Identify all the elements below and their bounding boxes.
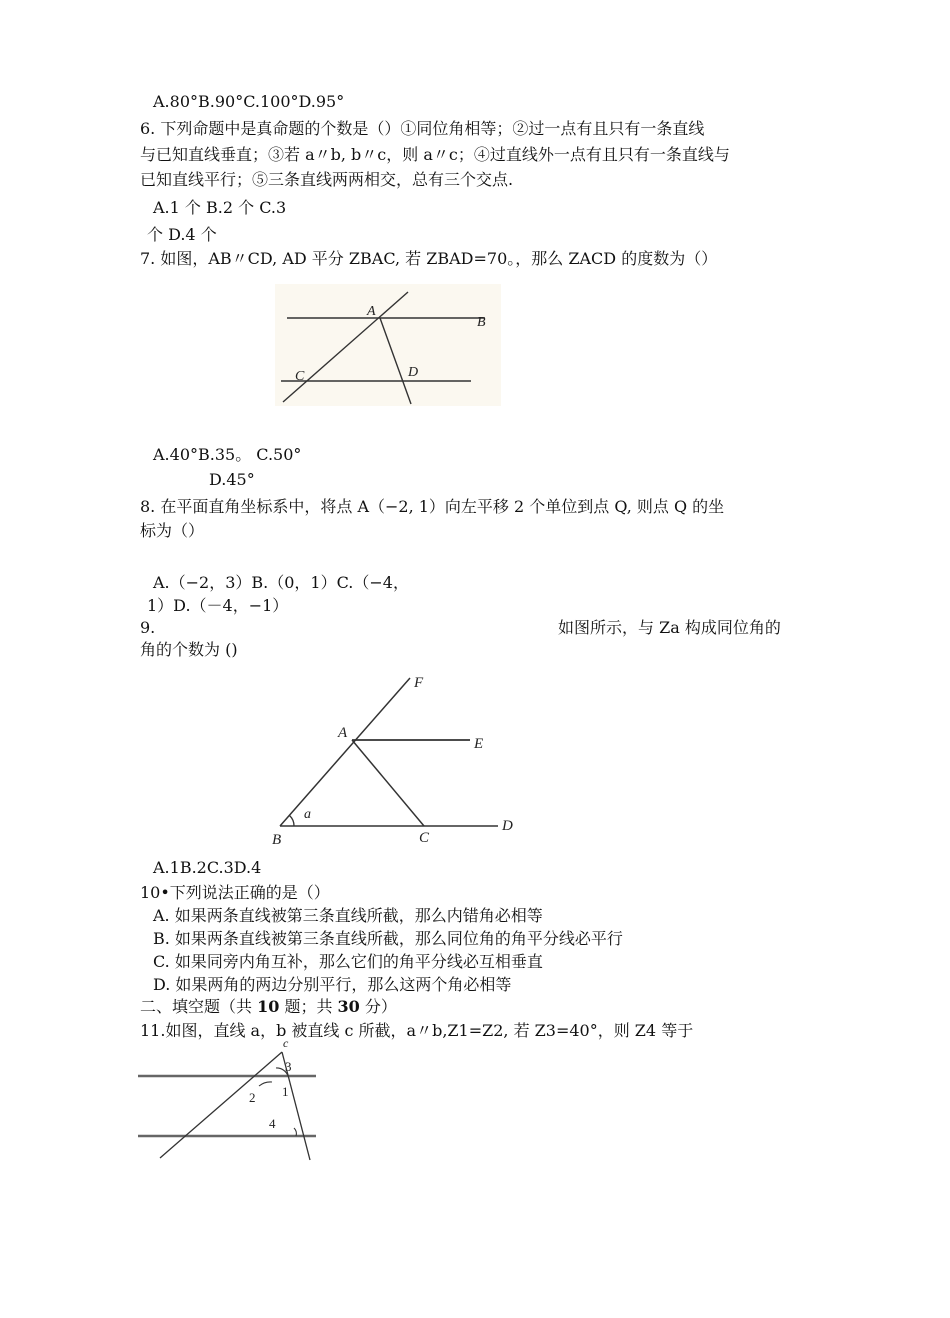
q7-figure-background	[275, 284, 501, 406]
q9-options: A.1B.2C.3D.4	[153, 858, 262, 877]
q6-line3: 已知直线平行；⑤三条直线两两相交，总有三个交点.	[140, 170, 514, 189]
line-bf	[280, 678, 410, 826]
q8-options-1: A.（−2，3）B.（0，1）C.（−4，	[153, 573, 409, 592]
q9-figure	[266, 668, 520, 852]
section2-post: 分）	[359, 997, 397, 1016]
q7-label-d: D	[408, 365, 419, 380]
q11-label-4: 4	[269, 1116, 276, 1131]
q9-label-alpha: a	[304, 807, 311, 822]
q6-line1: 6. 下列命题中是真命题的个数是（）①同位角相等；②过一点有且只有一条直线	[140, 119, 705, 138]
q7-label-c: C	[295, 369, 305, 384]
q9-label-f: F	[414, 675, 424, 691]
q8-options-2: 1）D.（－4，−1）	[147, 596, 289, 615]
q11-line1: 11.如图，直线 a，b 被直线 c 所截，a〃b,Z1=Z2, 若 Z3=40°，则 Z4 等于	[140, 1021, 694, 1040]
q10-option-a: A. 如果两条直线被第三条直线所截，那么内错角必相等	[153, 906, 543, 925]
q5-options: A.80°B.90°C.100°D.95°	[153, 92, 345, 111]
q7-figure	[275, 284, 501, 406]
section2-points: 30	[337, 997, 360, 1016]
q10-line1: 10•下列说法正确的是（）	[140, 883, 330, 902]
q10-option-c: C. 如果同旁内角互补，那么它们的角平分线必互相垂直	[153, 952, 543, 971]
q8-line1: 8. 在平面直角坐标系中，将点 A（−2, 1）向左平移 2 个单位到点 Q, 则点 Q 的坐	[140, 497, 725, 516]
q11-label-c: c	[283, 1038, 289, 1050]
q9-line2: 角的个数为 ()	[140, 640, 238, 659]
q7-label-a: A	[367, 304, 376, 319]
q11-label-2: 2	[249, 1090, 256, 1105]
q9-label-b: B	[272, 832, 282, 848]
q7-options-1: A.40°B.35。 C.50°	[153, 445, 302, 464]
section2-mid: 题；共	[279, 997, 338, 1016]
q11-label-3: 3	[285, 1059, 292, 1074]
q7-line1: 7. 如图，AB〃CD, AD 平分 ZBAC, 若 ZBAD=70。，那么 ZACD 的度数为（）	[140, 249, 718, 268]
q7-options-2: D.45°	[209, 470, 255, 489]
q11-diagram	[136, 1038, 320, 1164]
q10-option-d: D. 如果两角的两边分别平行，那么这两个角必相等	[153, 975, 512, 994]
q10-option-b: B. 如果两条直线被第三条直线所截，那么同位角的角平分线必平行	[153, 929, 623, 948]
angle-2-arc	[259, 1082, 272, 1086]
q7-diagram	[275, 284, 501, 406]
q6-line2: 与已知直线垂直；③若 a〃b, b〃c，则 a〃c；④过直线外一点有且只有一条直线与	[140, 145, 730, 164]
angle-a-arc	[290, 816, 295, 827]
q9-number: 9.	[140, 618, 156, 637]
section2-count: 10	[257, 997, 280, 1016]
q6-options-2: 个 D.4 个	[147, 225, 217, 244]
transversal-1	[160, 1052, 282, 1158]
q9-text: 如图所示，与 Za 构成同位角的	[558, 618, 781, 637]
q7-label-b: B	[477, 315, 486, 330]
section2-pre: 二、填空题（共	[140, 997, 258, 1016]
q9-label-c: C	[419, 830, 430, 846]
q11-label-1: 1	[282, 1084, 289, 1099]
q9-label-d: D	[502, 818, 513, 834]
q9-label-e: E	[474, 736, 484, 752]
section2-heading	[140, 997, 397, 1017]
q9-label-a: A	[338, 725, 348, 741]
q8-line2: 标为（）	[140, 521, 205, 540]
q6-options-1: A.1 个 B.2 个 C.3	[153, 198, 287, 217]
q11-figure	[136, 1038, 320, 1164]
q9-diagram	[266, 668, 520, 852]
line-ac	[352, 740, 424, 826]
